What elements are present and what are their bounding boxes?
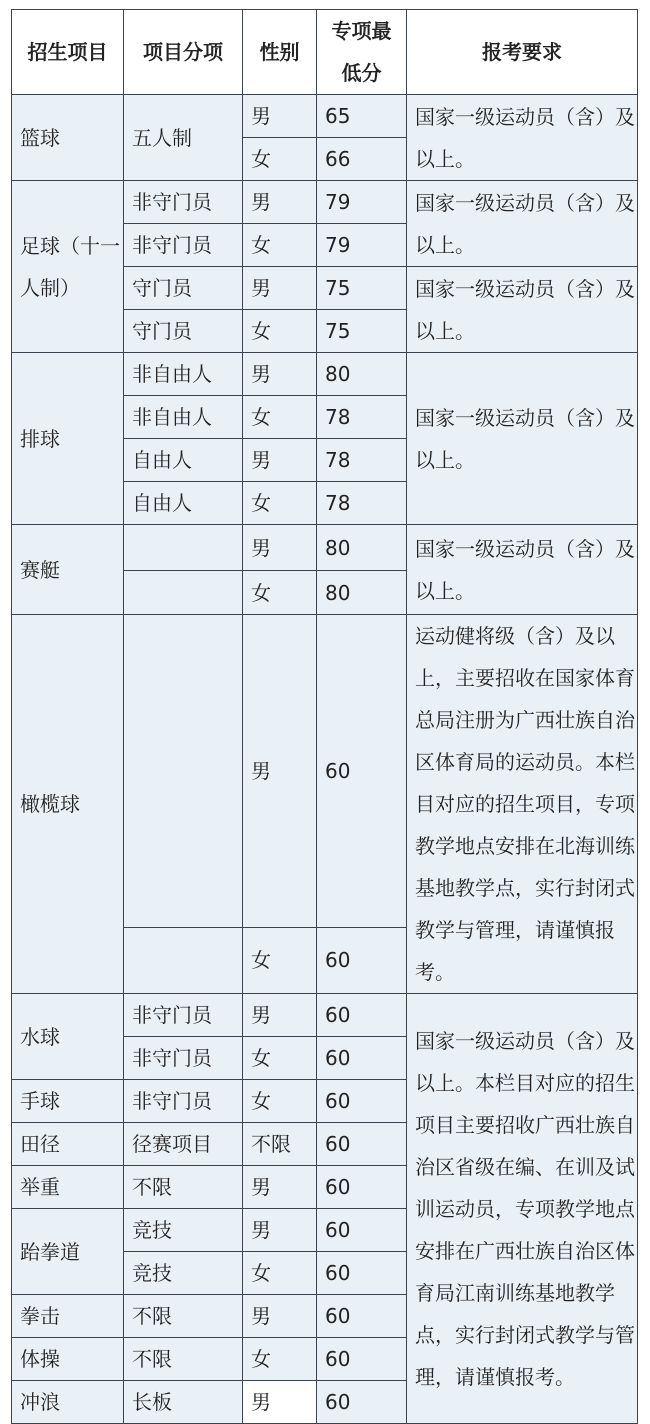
subitem-cell: 守门员: [124, 267, 243, 310]
header-min-score: [317, 10, 407, 95]
subitem-cell: 不限: [124, 1338, 243, 1381]
subitem-cell: 守门员: [124, 310, 243, 353]
requirement-cell: 运动健将级（含）及以上，主要招收在国家体育总局注册为广西壮族自治区体育局的运动员。本栏目对应的招生项目，专项教学地点安排在北海训练基地教学点，实行封闭式教学与管理，请谨慎报考。: [407, 615, 638, 994]
score-cell: 75: [317, 267, 407, 310]
gender-cell: 女: [243, 310, 317, 353]
score-cell: 78: [317, 482, 407, 525]
header-project: 招生项目: [12, 10, 124, 95]
table-header-row: [12, 10, 638, 95]
requirement-cell: 国家一级运动员（含）及以上。: [407, 95, 638, 181]
table-row: [12, 615, 638, 928]
subitem-cell: 不限: [124, 1166, 243, 1209]
gender-cell: 女: [243, 1252, 317, 1295]
gender-cell: 女: [243, 1338, 317, 1381]
score-cell: 60: [317, 1381, 407, 1424]
subitem-cell: 径赛项目: [124, 1123, 243, 1166]
table-row: [12, 181, 638, 224]
requirement-cell: 国家一级运动员（含）及以上。: [407, 181, 638, 267]
project-cell: 篮球: [12, 95, 124, 181]
gender-cell: 男: [243, 181, 317, 224]
project-cell: 体操: [12, 1338, 124, 1381]
table-row: [12, 353, 638, 396]
requirement-cell: 国家一级运动员（含）及以上。本栏目对应的招生项目主要招收广西壮族自治区省级在编、在训及试训运动员，专项教学地点安排在广西壮族自治区体育局江南训练基地教学点，实行封闭式教学与管理，请谨慎报考。: [407, 994, 638, 1424]
gender-cell: 男: [243, 1209, 317, 1252]
score-cell: 66: [317, 138, 407, 181]
subitem-cell: 自由人: [124, 439, 243, 482]
subitem-cell: [124, 927, 243, 993]
score-cell: 79: [317, 224, 407, 267]
score-cell: 60: [317, 927, 407, 993]
gender-cell: 女: [243, 1080, 317, 1123]
score-cell: 80: [317, 353, 407, 396]
project-cell: 手球: [12, 1080, 124, 1123]
admission-requirements-table: [11, 9, 638, 1424]
score-cell: 78: [317, 396, 407, 439]
subitem-cell: [124, 615, 243, 928]
gender-cell: 女: [243, 224, 317, 267]
subitem-cell: 不限: [124, 1295, 243, 1338]
score-cell: 60: [317, 1166, 407, 1209]
subitem-cell: 自由人: [124, 482, 243, 525]
project-cell: 水球: [12, 994, 124, 1080]
gender-cell: 女: [243, 927, 317, 993]
header-subitem: 项目分项: [124, 10, 243, 95]
gender-cell: 女: [243, 571, 317, 615]
subitem-cell: 长板: [124, 1381, 243, 1424]
gender-cell: 男: [243, 1381, 317, 1424]
requirement-cell: 国家一级运动员（含）及以上。: [407, 267, 638, 353]
gender-cell: 男: [243, 267, 317, 310]
subitem-cell: 竞技: [124, 1252, 243, 1295]
score-cell: 60: [317, 994, 407, 1037]
gender-cell: 男: [243, 439, 317, 482]
gender-cell: 女: [243, 482, 317, 525]
table-row: [12, 994, 638, 1037]
subitem-cell: 非守门员: [124, 994, 243, 1037]
score-cell: 75: [317, 310, 407, 353]
subitem-cell: 五人制: [124, 95, 243, 181]
subitem-cell: [124, 525, 243, 571]
header-min-score-line2: 低分: [341, 61, 382, 85]
gender-cell: 女: [243, 138, 317, 181]
score-cell: 78: [317, 439, 407, 482]
gender-cell: 男: [243, 1166, 317, 1209]
score-cell: 60: [317, 1037, 407, 1080]
score-cell: 80: [317, 525, 407, 571]
score-cell: 60: [317, 615, 407, 928]
subitem-cell: 非自由人: [124, 396, 243, 439]
project-cell: 跆拳道: [12, 1209, 124, 1295]
subitem-cell: 非守门员: [124, 1080, 243, 1123]
score-cell: 60: [317, 1295, 407, 1338]
project-cell: 排球: [12, 353, 124, 525]
project-cell: 足球（十一人制）: [12, 181, 124, 353]
project-cell: 赛艇: [12, 525, 124, 615]
subitem-cell: 非守门员: [124, 1037, 243, 1080]
gender-cell: 男: [243, 615, 317, 928]
score-cell: 65: [317, 95, 407, 138]
subitem-cell: [124, 571, 243, 615]
score-cell: 80: [317, 571, 407, 615]
score-cell: 60: [317, 1123, 407, 1166]
project-cell: 田径: [12, 1123, 124, 1166]
score-cell: 79: [317, 181, 407, 224]
subitem-cell: 竞技: [124, 1209, 243, 1252]
header-min-score-line1: 专项最: [331, 19, 392, 43]
gender-cell: 男: [243, 353, 317, 396]
score-cell: 60: [317, 1252, 407, 1295]
header-requirement: 报考要求: [407, 10, 638, 95]
table-row: [12, 95, 638, 138]
gender-cell: 男: [243, 994, 317, 1037]
project-cell: 拳击: [12, 1295, 124, 1338]
subitem-cell: 非守门员: [124, 181, 243, 224]
gender-cell: 女: [243, 1037, 317, 1080]
requirement-cell: 国家一级运动员（含）及以上。: [407, 525, 638, 615]
project-cell: 橄榄球: [12, 615, 124, 994]
gender-cell: 男: [243, 525, 317, 571]
score-cell: 60: [317, 1080, 407, 1123]
gender-cell: 男: [243, 95, 317, 138]
subitem-cell: 非自由人: [124, 353, 243, 396]
gender-cell: 女: [243, 396, 317, 439]
requirement-cell: 国家一级运动员（含）及以上。: [407, 353, 638, 525]
table-row: [12, 525, 638, 571]
subitem-cell: 非守门员: [124, 224, 243, 267]
header-gender: 性别: [243, 10, 317, 95]
project-cell: 举重: [12, 1166, 124, 1209]
score-cell: 60: [317, 1338, 407, 1381]
project-cell: 冲浪: [12, 1381, 124, 1424]
gender-cell: 不限: [243, 1123, 317, 1166]
score-cell: 60: [317, 1209, 407, 1252]
gender-cell: 男: [243, 1295, 317, 1338]
